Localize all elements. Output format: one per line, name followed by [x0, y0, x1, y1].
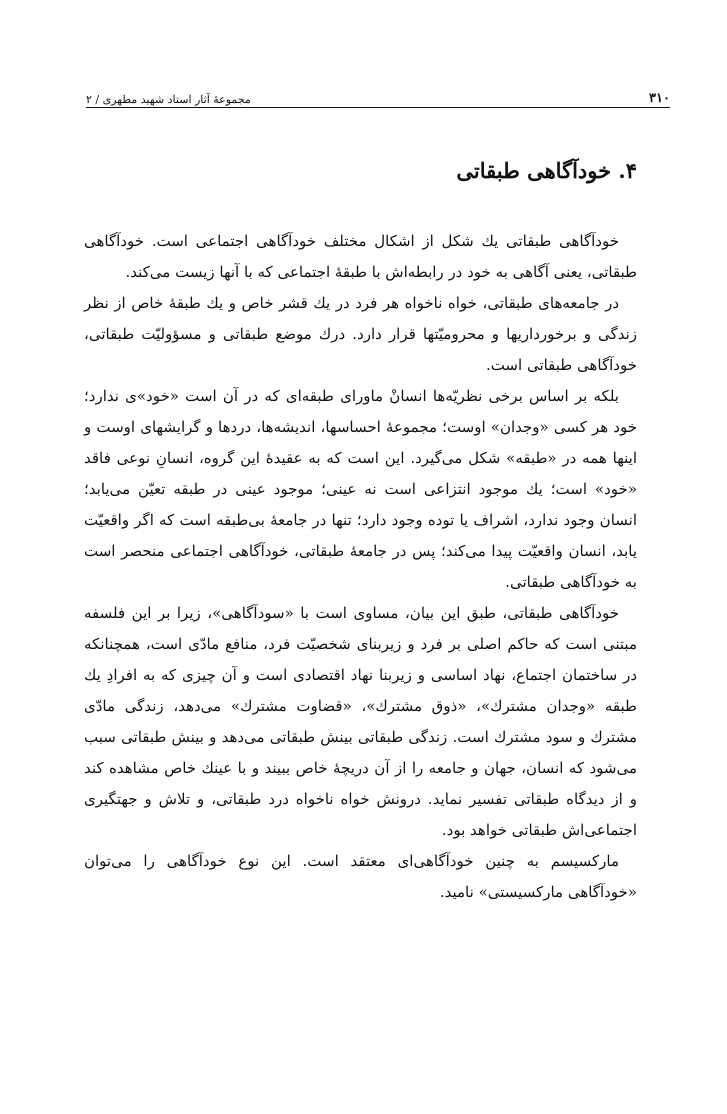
header-rule: [86, 107, 670, 108]
page-number: ۳۱۰: [643, 91, 670, 106]
paragraph: خودآگاهی طبقاتی یك شكل از اشكال مختلف خودآگاهی اجتماعی است. خودآگاهی طبقاتی، یعنی آگاهی به خود در رابطه‌اش با طبقهٔ اجتماعی كه با آنها زیست می‌كند.: [84, 232, 637, 281]
body-text: [84, 226, 637, 908]
paragraph: در جامعه‌های طبقاتی، خواه ناخواه هر فرد در یك قشر خاص و یك طبقهٔ خاص از نظر زندگی و برخورداریها و محرومیّتها قرار دارد. درك موضع طبقاتی و مسؤولیّت طبقاتی، خودآگاهی طبقاتی است.: [84, 294, 637, 374]
paragraph: ماركسیسم به چنین خودآگاهی‌ای معتقد است. این نوع خودآگاهی را می‌توان «خودآگاهی ماركسیستی» نامید.: [84, 852, 637, 901]
book-title: مجموعهٔ آثار استاد شهید مطهری / ۲: [86, 93, 255, 106]
paragraph: بلكه بر اساس برخی نظریّه‌ها انسانْ ماورای طبقه‌ای كه در آن است «خود»ی ندارد؛ خود هر كسی «وجدان» اوست؛ مجموعهٔ احساسها، اندیشه‌ها، دردها و گرایشهای اوست و اینها همه در «طبقه» شكل می‌گیرد. این است كه به عقیدهٔ این گروه، انسانِ نوعی فاقد «خود» است؛ یك موجود انتزاعی است نه عینی؛ موجود عینی در طبقه تعیّن می‌یابد؛ انسان وجود ندارد، اشراف یا توده وجود دارد؛ تنها در جامعهٔ بی‌طبقه است كه اگر واقعیّت یابد، انسان واقعیّت پیدا می‌كند؛ پس در جامعهٔ طبقاتی، خودآگاهی اجتماعی منحصر است به خودآگاهی طبقاتی.: [84, 387, 637, 591]
paragraph: خودآگاهی طبقاتی، طبق این بیان، مساوی است با «سودآگاهی»، زیرا بر این فلسفه مبتنی است كه حاكم اصلی بر فرد و زیربنای شخصیّت فرد، منافع مادّی است، همچنانكه در ساختمان اجتماع، نهاد اساسی و زیربنا نهاد اقتصادی است و آن چیزی كه به افرادِ یك طبقه «وجدان مشترك»، «ذوق مشترك»، «قضاوت مشترك» می‌دهد، زندگی مادّی مشترك و سود مشترك است. زندگی طبقاتی بینش طبقاتی می‌دهد و بینش طبقاتی سبب می‌شود كه انسان، جهان و جامعه را از آن دریچهٔ خاص ببیند و با عینك خاص مشاهده كند و از دیدگاه طبقاتی تفسیر نماید. درونش خواه ناخواه درد طبقاتی، و تلاش و جهتگیری اجتماعی‌اش طبقاتی خواهد بود.: [84, 604, 637, 839]
running-header: [86, 84, 670, 110]
section-heading: ۴. خودآگاهی طبقاتی: [456, 158, 637, 183]
